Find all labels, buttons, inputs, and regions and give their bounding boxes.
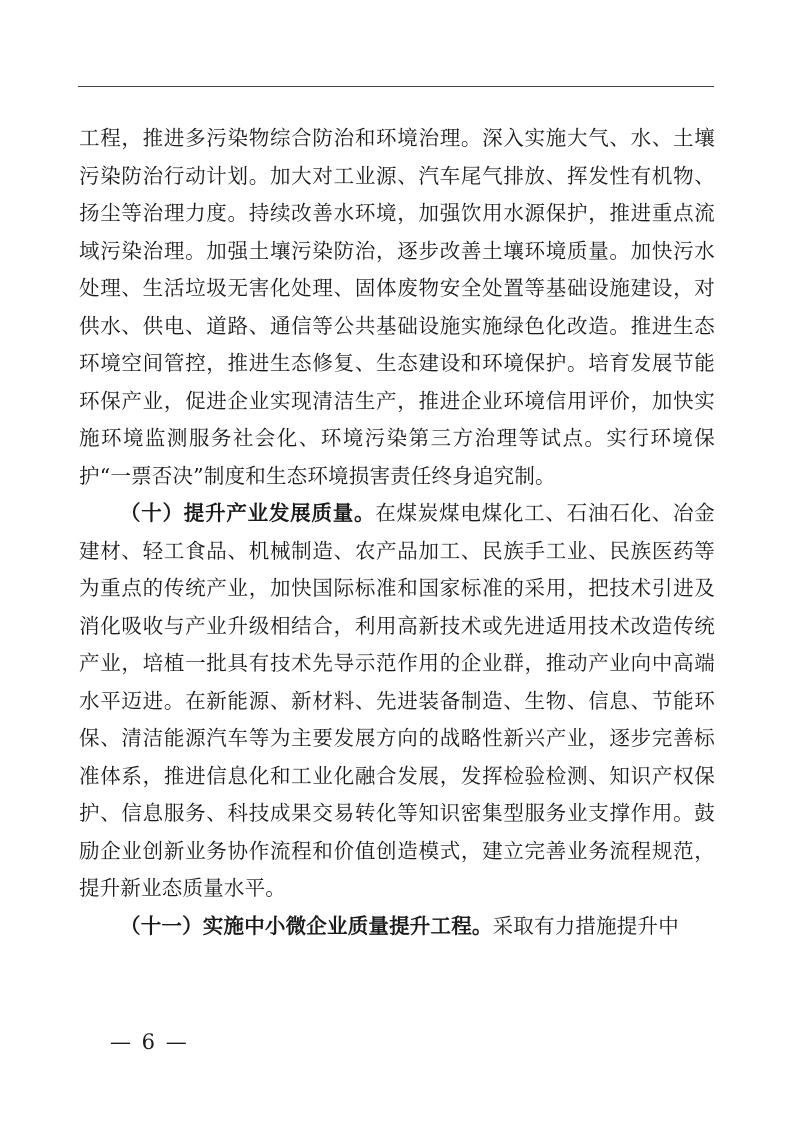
section-10-heading: （十）提升产业发展质量。 xyxy=(120,501,376,525)
section-11-paragraph xyxy=(79,908,715,946)
header-rule xyxy=(78,86,714,87)
section-11-heading: （十一）实施中小微企业质量提升工程。 xyxy=(120,913,493,938)
section-10-body: 在煤炭煤电煤化工、石油石化、冶金建材、轻工食品、机械制造、农产品加工、民族手工业、民族医药等为重点的传统产业，加快国际标准和国家标准的采用，把技术引进及消化吸收与产业升级相结合，利用高新技术或先进适用技术改造传统产业，培植一批具有技术先导示范作用的企业群，推动产业向中高端水平迈进。在新能源、新材料、先进装备制造、生物、信息、节能环保、清洁能源汽车等为主要发展方向的战略性新兴产业，逐步完善标准体系，推进信息化和工业化融合发展，发挥检验检测、知识产权保护、信息服务、科技成果交易转化等知识密集型服务业支撑作用。鼓励企业创新业务协作流程和价值创造模式，建立完善业务流程规范，提升新业态质量水平。 xyxy=(79,501,715,900)
section-10-paragraph xyxy=(79,495,715,908)
page-number: — 6 — xyxy=(110,1030,189,1054)
section-11-body: 采取有力措施提升中 xyxy=(492,913,679,938)
paragraph-continued: 工程，推进多污染物综合防治和环境治理。深入实施大气、水、土壤污染防治行动计划。加大对工业源、汽车尾气排放、挥发性有机物、扬尘等治理力度。持续改善水环境，加强饮用水源保护，推进重点流域污染治理。加强土壤污染防治，逐步改善土壤环境质量。加快污水处理、生活垃圾无害化处理、固体废物安全处置等基础设施建设，对供水、供电、道路、通信等公共基础设施实施绿色化改造。推进生态环境空间管控，推进生态修复、生态建设和环境保护。培育发展节能环保产业，促进企业实现清洁生产，推进企业环境信用评价，加快实施环境监测服务社会化、环境污染第三方治理等试点。实行环境保护“一票否决”制度和生态环境损害责任终身追究制。 xyxy=(79,126,715,488)
document-body xyxy=(79,120,715,945)
